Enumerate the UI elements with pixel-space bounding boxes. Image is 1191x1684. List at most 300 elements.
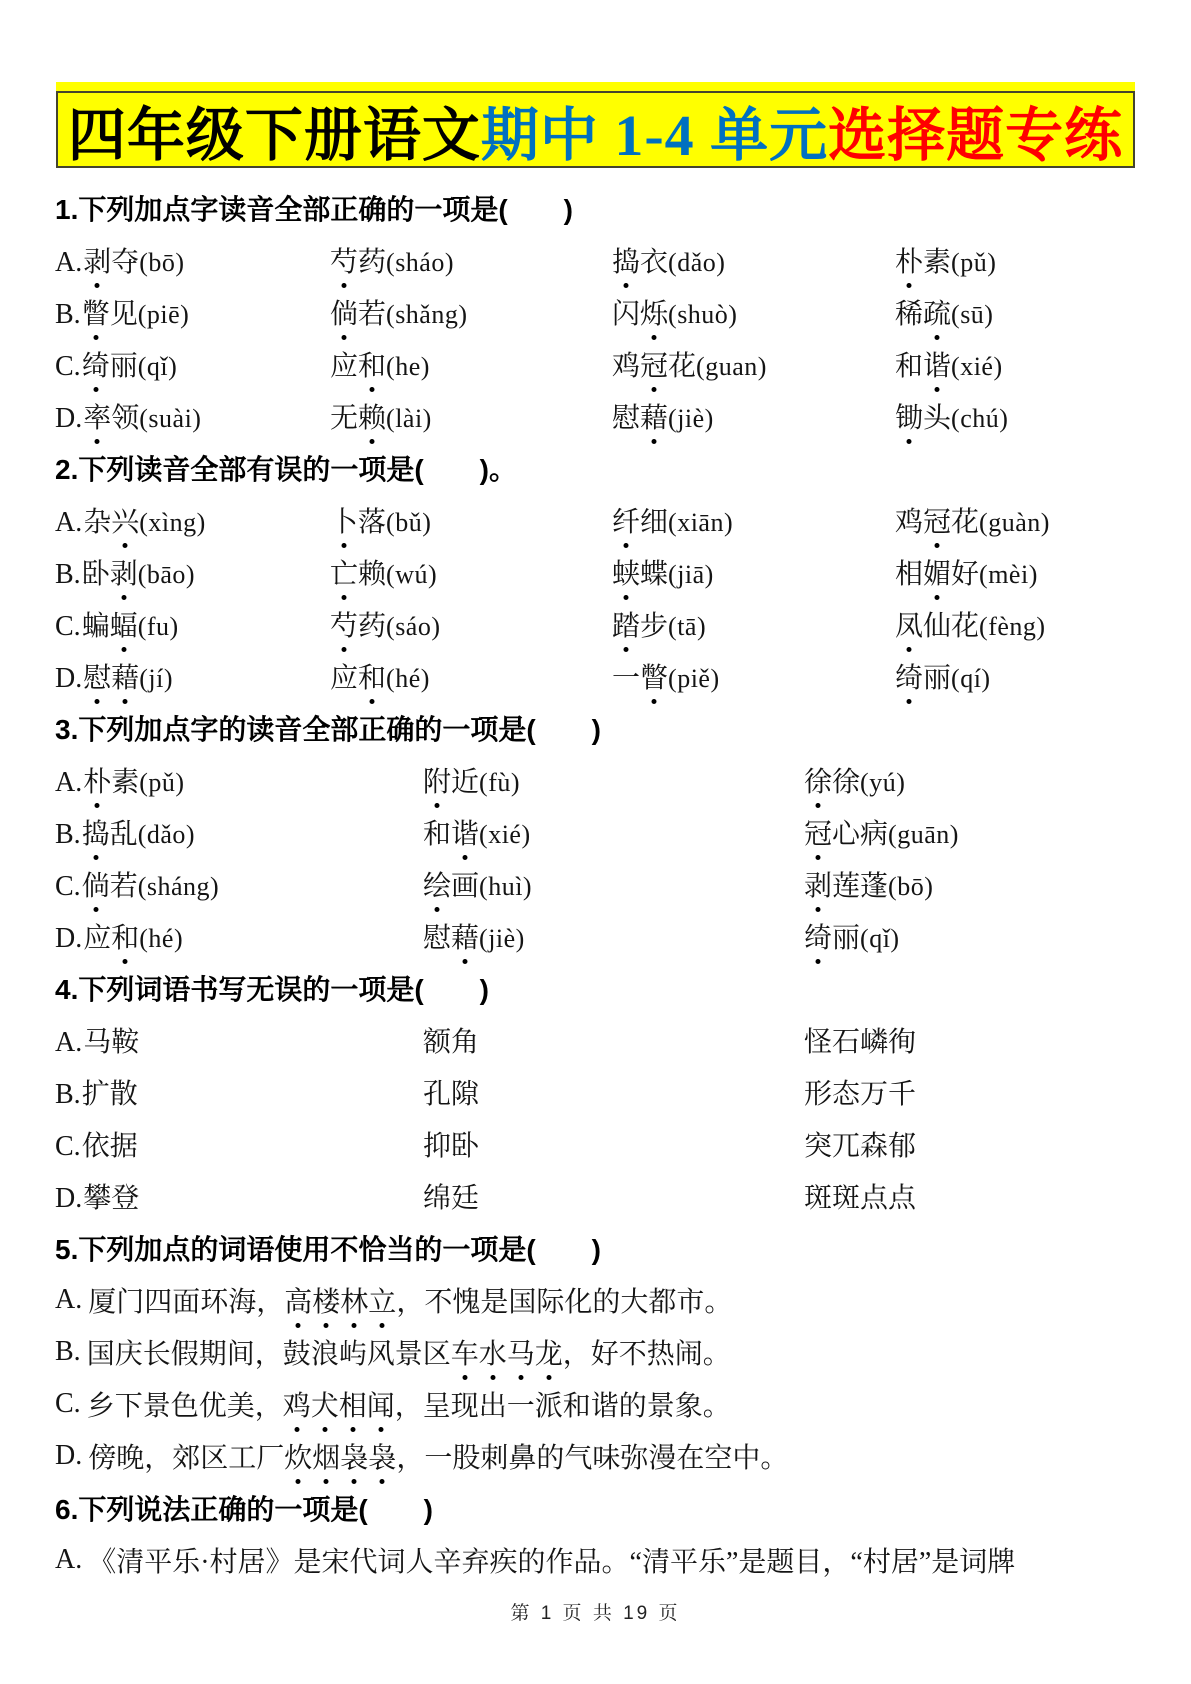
word-char: 孔 bbox=[423, 1079, 452, 1110]
word-char: 应 bbox=[83, 923, 112, 954]
option-label: C. bbox=[55, 1388, 81, 1419]
pinyin: (jiè) bbox=[479, 924, 525, 953]
option-word bbox=[423, 767, 479, 798]
pinyin: (piě) bbox=[668, 664, 720, 693]
word-char: 无 bbox=[330, 403, 359, 434]
option-row bbox=[55, 806, 1145, 858]
pinyin: (dǎo) bbox=[137, 820, 196, 849]
option-word bbox=[612, 611, 668, 642]
word-char: 徐 bbox=[804, 760, 832, 800]
word-char: 抑 bbox=[423, 1131, 452, 1162]
option-word bbox=[82, 819, 138, 850]
pinyin: (suài) bbox=[139, 404, 202, 433]
word-char: 徇 bbox=[888, 1027, 917, 1058]
option-row bbox=[55, 338, 1145, 390]
word-char: 兴 bbox=[111, 500, 139, 540]
word-char: 石 bbox=[832, 1027, 861, 1058]
word-char: 凤 bbox=[895, 604, 923, 644]
option-cell bbox=[895, 344, 1145, 384]
option-cell bbox=[612, 292, 895, 332]
title-banner-box bbox=[56, 91, 1135, 168]
word-char: 慰 bbox=[612, 403, 641, 434]
pinyin: (xié) bbox=[951, 352, 1003, 381]
word-char: 犬 bbox=[311, 1384, 339, 1424]
word-char: 药 bbox=[358, 611, 387, 642]
word-char: 谐 bbox=[923, 344, 951, 384]
option-cell bbox=[804, 812, 1145, 852]
option-row bbox=[55, 1326, 1145, 1378]
word-char: 据 bbox=[109, 1131, 138, 1162]
option-cell bbox=[55, 1124, 423, 1164]
word-char: 朴 bbox=[895, 240, 923, 280]
option-word bbox=[82, 1079, 138, 1110]
pinyin: (chú) bbox=[951, 404, 1009, 433]
option-word bbox=[423, 871, 479, 902]
title-banner bbox=[56, 82, 1135, 168]
option-word bbox=[612, 351, 696, 382]
word-char: 依 bbox=[81, 1131, 110, 1162]
option-word bbox=[82, 1131, 138, 1162]
pinyin: (sháo) bbox=[386, 248, 455, 277]
word-char: 登 bbox=[111, 1183, 140, 1214]
option-cell bbox=[55, 656, 330, 696]
option-cell bbox=[55, 500, 330, 540]
page-footer: 第 1 页 共 19 页 bbox=[510, 1603, 681, 1624]
option-word bbox=[804, 871, 888, 902]
option-cell bbox=[895, 292, 1145, 332]
word-char: 倘 bbox=[330, 292, 358, 332]
pinyin: (qí) bbox=[951, 664, 991, 693]
pinyin: (sū) bbox=[951, 300, 994, 329]
option-word bbox=[804, 1027, 916, 1058]
option-word bbox=[330, 663, 386, 694]
word-char: 徐 bbox=[832, 767, 861, 798]
pinyin: (shǎng) bbox=[386, 300, 468, 329]
word-char: 慰 bbox=[83, 656, 111, 696]
word-char: 蛱 bbox=[612, 552, 640, 592]
word-char: 纤 bbox=[612, 500, 640, 540]
word-char: 隙 bbox=[451, 1079, 480, 1110]
option-word bbox=[895, 507, 979, 538]
word-char: 车 bbox=[451, 1332, 479, 1372]
word-char: 闻 bbox=[367, 1384, 395, 1424]
option-row bbox=[55, 494, 1145, 546]
pinyin: (yú) bbox=[860, 768, 906, 797]
word-char: 慰 bbox=[423, 923, 452, 954]
word-char: 瞥 bbox=[640, 656, 668, 696]
emphasized-phrase bbox=[284, 1436, 396, 1476]
word-char: 冠 bbox=[923, 500, 951, 540]
option-row bbox=[55, 1014, 1145, 1066]
pinyin: (tā) bbox=[668, 612, 707, 641]
word-char: 药 bbox=[358, 247, 387, 278]
word-char: 剥 bbox=[110, 552, 138, 592]
word-char: 素 bbox=[111, 767, 140, 798]
word-char: 媚 bbox=[923, 552, 951, 592]
option-word bbox=[83, 923, 139, 954]
option-cell bbox=[55, 240, 330, 280]
question-heading: 6.下列说法正确的一项是( ) bbox=[55, 1494, 434, 1525]
question-heading: 5.下列加点的词语使用不恰当的一项是( ) bbox=[55, 1234, 602, 1265]
word-char: 近 bbox=[451, 767, 480, 798]
word-char: 丽 bbox=[923, 663, 952, 694]
word-char: 剥 bbox=[804, 864, 832, 904]
pinyin: (piē) bbox=[137, 300, 190, 329]
word-char: 丽 bbox=[832, 923, 861, 954]
option-label: B. bbox=[55, 1079, 81, 1110]
word-char: 花 bbox=[668, 351, 697, 382]
word-char: 冠 bbox=[804, 812, 832, 852]
emphasized-phrase bbox=[284, 1280, 396, 1320]
word-char: 相 bbox=[895, 559, 924, 590]
word-char: 怪 bbox=[804, 1027, 833, 1058]
word-char: 扩 bbox=[81, 1079, 110, 1110]
option-label: C. bbox=[55, 871, 81, 902]
option-word bbox=[330, 403, 386, 434]
option-cell bbox=[895, 656, 1145, 696]
word-char: 和 bbox=[358, 344, 386, 384]
word-char: 和 bbox=[111, 916, 139, 956]
word-char: 乱 bbox=[109, 819, 138, 850]
option-row bbox=[55, 754, 1145, 806]
pinyin: (jiā) bbox=[668, 560, 714, 589]
word-char: 好 bbox=[951, 559, 980, 590]
word-char: 楼 bbox=[312, 1280, 340, 1320]
option-word bbox=[83, 663, 139, 694]
word-char: 仙 bbox=[923, 611, 952, 642]
option-row bbox=[55, 1378, 1145, 1430]
word-char: 高 bbox=[284, 1280, 312, 1320]
option-cell bbox=[804, 1072, 1145, 1112]
pinyin: (xìng) bbox=[139, 508, 206, 537]
option-word bbox=[82, 611, 138, 642]
word-char: 冠 bbox=[640, 344, 668, 384]
pinyin: (huì) bbox=[479, 872, 533, 901]
option-cell bbox=[55, 344, 330, 384]
pinyin: (bǔ) bbox=[386, 508, 432, 537]
option-cell bbox=[423, 760, 804, 800]
option-cell bbox=[423, 1176, 804, 1216]
option-word bbox=[612, 663, 668, 694]
pinyin: (guàn) bbox=[979, 508, 1050, 537]
option-label: A. bbox=[55, 507, 83, 538]
word-char: 病 bbox=[860, 819, 889, 850]
option-cell bbox=[612, 344, 895, 384]
option-row bbox=[55, 650, 1145, 702]
pinyin: (qǐ) bbox=[860, 924, 900, 953]
title-part-2: 选择题专练 bbox=[828, 102, 1124, 168]
word-char: 领 bbox=[111, 403, 140, 434]
option-word bbox=[423, 1183, 479, 1214]
option-cell bbox=[55, 760, 423, 800]
option-cell bbox=[895, 552, 1145, 592]
option-word bbox=[895, 351, 951, 382]
option-cell bbox=[55, 812, 423, 852]
option-cell bbox=[330, 656, 612, 696]
option-cell bbox=[423, 864, 804, 904]
word-char: 步 bbox=[640, 611, 669, 642]
word-char: 稀 bbox=[895, 299, 924, 330]
word-char: 斑 bbox=[832, 1183, 861, 1214]
pinyin: (dǎo) bbox=[668, 248, 726, 277]
option-word bbox=[83, 507, 139, 538]
word-char: 和 bbox=[895, 351, 924, 382]
word-char: 点 bbox=[860, 1183, 889, 1214]
pinyin: (qǐ) bbox=[137, 352, 178, 381]
option-label: D. bbox=[55, 403, 83, 434]
word-char: 应 bbox=[330, 663, 359, 694]
option-word bbox=[83, 1183, 139, 1214]
word-char: 角 bbox=[451, 1027, 480, 1058]
option-row bbox=[55, 858, 1145, 910]
word-char: 卜 bbox=[330, 500, 358, 540]
word-char: 蓬 bbox=[860, 871, 889, 902]
option-cell bbox=[612, 552, 895, 592]
word-char: 马 bbox=[507, 1332, 535, 1372]
sentence-text: ，呈现出一派和谐的景象。 bbox=[394, 1391, 731, 1422]
word-char: 万 bbox=[860, 1079, 889, 1110]
option-row bbox=[55, 1430, 1145, 1482]
pinyin: (bō) bbox=[888, 872, 934, 901]
option-cell bbox=[55, 552, 330, 592]
option-word bbox=[804, 1131, 916, 1162]
word-char: 亡 bbox=[330, 552, 358, 592]
option-word bbox=[804, 923, 860, 954]
word-char: 素 bbox=[923, 247, 952, 278]
word-char: 若 bbox=[109, 871, 138, 902]
option-cell bbox=[612, 500, 895, 540]
word-char: 谐 bbox=[451, 812, 479, 852]
pinyin: (sáo) bbox=[386, 612, 441, 641]
question-heading: 1.下列加点字读音全部正确的一项是( ) bbox=[55, 194, 574, 225]
option-label: B. bbox=[55, 819, 81, 850]
option-word bbox=[330, 299, 386, 330]
pinyin: (pǔ) bbox=[951, 248, 997, 277]
option-row bbox=[55, 1118, 1145, 1170]
option-label: A. bbox=[55, 767, 83, 798]
sentence-text: 《清平乐·村居》是宋代词人辛弃疾的作品。“清平乐”是题目，“村居”是词牌 bbox=[88, 1547, 1016, 1578]
option-word bbox=[330, 247, 386, 278]
option-label: D. bbox=[55, 663, 83, 694]
option-word bbox=[612, 507, 668, 538]
option-cell bbox=[330, 240, 612, 280]
option-label: A. bbox=[55, 1544, 83, 1575]
word-char: 藉 bbox=[111, 656, 139, 696]
word-char: 态 bbox=[832, 1079, 861, 1110]
word-char: 蝙 bbox=[81, 611, 110, 642]
word-char: 倘 bbox=[82, 864, 110, 904]
word-char: 莲 bbox=[832, 871, 861, 902]
word-char: 鸡 bbox=[283, 1384, 311, 1424]
option-cell bbox=[55, 604, 330, 644]
option-cell bbox=[330, 604, 612, 644]
word-char: 应 bbox=[330, 351, 359, 382]
word-char: 炊 bbox=[284, 1436, 312, 1476]
pinyin: (hé) bbox=[139, 924, 184, 953]
pinyin: (bāo) bbox=[137, 560, 196, 589]
pinyin: (fèng) bbox=[979, 612, 1046, 641]
option-cell bbox=[55, 1072, 423, 1112]
option-cell bbox=[804, 864, 1145, 904]
option-label: A. bbox=[55, 1284, 83, 1315]
option-word bbox=[330, 559, 386, 590]
word-char: 千 bbox=[888, 1079, 917, 1110]
word-char: 突 bbox=[804, 1131, 833, 1162]
word-char: 头 bbox=[923, 403, 952, 434]
word-char: 锄 bbox=[895, 396, 923, 436]
option-label: D. bbox=[55, 1183, 83, 1214]
sentence-text: ，好不热闹。 bbox=[562, 1339, 731, 1370]
word-char: 花 bbox=[951, 611, 980, 642]
option-cell bbox=[895, 396, 1145, 436]
pinyin: (he) bbox=[386, 352, 430, 381]
pinyin: (guan) bbox=[696, 352, 767, 381]
pinyin: (xié) bbox=[479, 820, 531, 849]
option-cell bbox=[55, 292, 330, 332]
word-char: 鸡 bbox=[895, 507, 924, 538]
option-cell bbox=[423, 916, 804, 956]
word-char: 攀 bbox=[83, 1183, 112, 1214]
word-char: 藉 bbox=[451, 916, 479, 956]
word-char: 斑 bbox=[804, 1183, 833, 1214]
word-char: 剥 bbox=[83, 240, 111, 280]
option-cell bbox=[330, 552, 612, 592]
word-char: 赖 bbox=[358, 559, 387, 590]
option-label: D. bbox=[55, 1440, 83, 1471]
word-char: 若 bbox=[358, 299, 387, 330]
word-char: 马 bbox=[83, 1027, 112, 1058]
word-char: 烁 bbox=[640, 292, 668, 332]
pinyin: (jí) bbox=[139, 664, 174, 693]
question-heading: 4.下列词语书写无误的一项是( ) bbox=[55, 974, 490, 1005]
word-char: 点 bbox=[888, 1183, 917, 1214]
word-char: 率 bbox=[83, 396, 111, 436]
emphasized-phrase bbox=[283, 1384, 395, 1424]
pinyin: (mèi) bbox=[979, 560, 1038, 589]
word-char: 和 bbox=[358, 656, 386, 696]
word-char: 林 bbox=[340, 1280, 368, 1320]
word-char: 绵 bbox=[423, 1183, 452, 1214]
option-label: D. bbox=[55, 923, 83, 954]
option-cell bbox=[55, 1176, 423, 1216]
word-char: 夺 bbox=[111, 247, 140, 278]
option-row bbox=[55, 1534, 1145, 1586]
option-word bbox=[83, 403, 139, 434]
word-char: 瞥 bbox=[82, 292, 110, 332]
option-label: B. bbox=[55, 559, 81, 590]
sentence-text: 厦门四面环海， bbox=[88, 1287, 285, 1318]
pinyin: (jiè) bbox=[668, 404, 714, 433]
word-char: 卧 bbox=[81, 559, 110, 590]
option-word bbox=[612, 403, 668, 434]
word-char: 一 bbox=[612, 663, 641, 694]
pinyin: (fu) bbox=[137, 612, 179, 641]
option-row bbox=[55, 1066, 1145, 1118]
option-row bbox=[55, 1170, 1145, 1222]
option-word bbox=[423, 819, 479, 850]
title-part-1: 期中 1-4 单元 bbox=[480, 102, 829, 168]
option-word bbox=[804, 767, 860, 798]
word-char: 绮 bbox=[82, 344, 110, 384]
option-cell bbox=[895, 604, 1145, 644]
word-char: 杂 bbox=[83, 507, 112, 538]
option-cell bbox=[895, 240, 1145, 280]
pinyin: (guān) bbox=[888, 820, 959, 849]
title-part-0: 四年级下册语文 bbox=[67, 102, 481, 168]
option-cell bbox=[330, 344, 612, 384]
option-label: C. bbox=[55, 1131, 81, 1162]
pinyin: (lài) bbox=[386, 404, 432, 433]
option-label: A. bbox=[55, 247, 83, 278]
word-char: 闪 bbox=[612, 299, 641, 330]
option-word bbox=[423, 1131, 479, 1162]
pinyin: (xiān) bbox=[668, 508, 734, 537]
option-word bbox=[895, 299, 951, 330]
option-label: C. bbox=[55, 611, 81, 642]
option-cell bbox=[55, 396, 330, 436]
word-char: 疏 bbox=[923, 292, 951, 332]
option-cell bbox=[804, 1176, 1145, 1216]
sentence-text: ，不愧是国际化的大都市。 bbox=[396, 1287, 733, 1318]
sentence-text: 傍晚，郊区工厂 bbox=[88, 1443, 285, 1474]
option-cell bbox=[612, 656, 895, 696]
option-word bbox=[423, 1079, 479, 1110]
option-word bbox=[83, 247, 139, 278]
option-word bbox=[83, 767, 139, 798]
word-char: 形 bbox=[804, 1079, 833, 1110]
option-cell bbox=[804, 760, 1145, 800]
word-char: 芍 bbox=[330, 240, 358, 280]
questions bbox=[55, 182, 1145, 1586]
option-cell bbox=[804, 1124, 1145, 1164]
option-word bbox=[330, 351, 386, 382]
option-cell bbox=[423, 1124, 804, 1164]
word-char: 捣 bbox=[82, 812, 110, 852]
option-cell bbox=[330, 292, 612, 332]
word-char: 森 bbox=[860, 1131, 889, 1162]
word-char: 兀 bbox=[832, 1131, 861, 1162]
option-word bbox=[895, 403, 951, 434]
option-label: B. bbox=[55, 1336, 81, 1367]
option-cell bbox=[804, 1020, 1145, 1060]
option-cell bbox=[612, 396, 895, 436]
emphasized-phrase bbox=[451, 1332, 563, 1372]
option-word bbox=[82, 351, 138, 382]
word-char: 和 bbox=[423, 819, 452, 850]
word-char: 郁 bbox=[888, 1131, 917, 1162]
word-char: 散 bbox=[109, 1079, 138, 1110]
word-char: 龙 bbox=[535, 1332, 563, 1372]
option-cell bbox=[423, 812, 804, 852]
question-heading: 2.下列读音全部有误的一项是( )。 bbox=[55, 454, 518, 485]
option-word bbox=[82, 559, 138, 590]
option-word bbox=[895, 559, 979, 590]
option-word bbox=[895, 663, 951, 694]
option-cell bbox=[423, 1072, 804, 1112]
word-char: 赖 bbox=[358, 396, 386, 436]
option-cell bbox=[423, 1020, 804, 1060]
option-word bbox=[423, 1027, 479, 1058]
word-char: 附 bbox=[423, 760, 451, 800]
sentence-text: 乡下景色优美， bbox=[86, 1391, 283, 1422]
word-char: 绘 bbox=[423, 864, 451, 904]
option-word bbox=[330, 507, 386, 538]
word-char: 鸡 bbox=[612, 351, 641, 382]
sentence-text: 国庆长假期间，鼓浪屿风景区 bbox=[86, 1339, 451, 1370]
word-char: 画 bbox=[451, 871, 480, 902]
option-word bbox=[83, 1027, 139, 1058]
word-char: 鞍 bbox=[111, 1027, 140, 1058]
